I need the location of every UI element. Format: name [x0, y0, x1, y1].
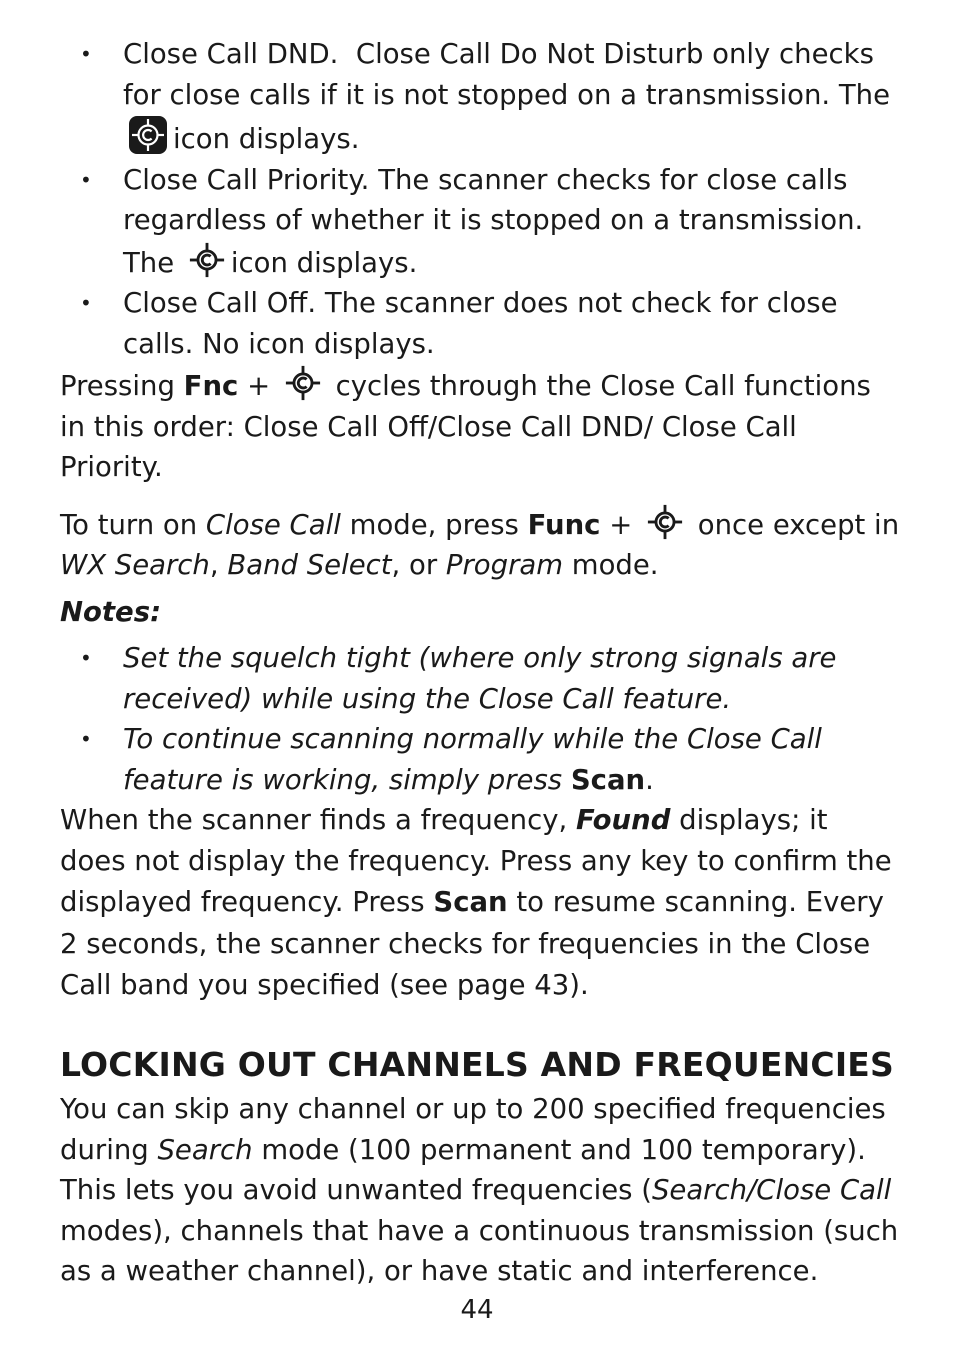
scan-key: Scan	[570, 763, 646, 796]
notes-title: Notes:	[60, 595, 162, 628]
note-item: • To continue scanning normally while the Close Call feature is working, simply press Scan.	[60, 719, 900, 800]
page-number: 44	[460, 1295, 494, 1325]
section-heading: LOCKING OUT CHANNELS AND FREQUENCIES	[60, 1045, 895, 1085]
scan-key: Scan	[433, 886, 508, 919]
close-call-mode-list	[60, 34, 900, 364]
cycle-paragraph: Pressing Fnc + cycles through the Close Call functions in this order: Close Call Off/Close Call DND/ Close Call Priority.	[60, 364, 900, 488]
mode-label: Close Call DND.	[123, 38, 339, 70]
mode-description: Close Call Do Not Disturb only checks for close calls if it is not stopped on a transmission. The	[123, 38, 891, 111]
func-key: Func	[527, 508, 601, 541]
close-call-icon	[188, 241, 226, 279]
mode-description: The scanner checks for close calls regardless of whether it is stopped on a transmission. The	[123, 163, 864, 279]
close-call-icon	[284, 364, 322, 402]
manual-page	[60, 34, 900, 1292]
close-call-dnd-icon	[128, 115, 168, 155]
turn-on-paragraph: To turn on Close Call mode, press Func + once except in WX Search, Band Select, or Program mode.	[60, 503, 900, 586]
note-item: • Set the squelch tight (where only strong signals are received) while using the Close Call feature.	[60, 638, 900, 719]
lockout-paragraph: You can skip any channel or up to 200 specified frequencies during Search mode (100 permanent and 100 temporary). This lets you avoid unwanted frequencies (Search/Close Call modes), channels that have a continuous transmission (such as a weather channel), or have static and interference.	[60, 1093, 899, 1288]
mode-icon-note: icon displays.	[173, 123, 360, 155]
mode-item-off	[60, 283, 900, 364]
mode-description: The scanner does not check for close calls. No icon displays.	[123, 287, 838, 360]
mode-label: Close Call Off.	[123, 287, 317, 319]
mode-item-dnd	[60, 34, 900, 160]
mode-label: Close Call Priority.	[123, 163, 370, 196]
mode-item-priority	[60, 160, 900, 284]
found-word: Found	[576, 804, 671, 836]
mode-icon-note: icon displays.	[230, 246, 418, 279]
fnc-key: Fnc	[183, 370, 239, 402]
close-call-icon	[646, 503, 684, 541]
notes-list	[60, 638, 900, 800]
found-paragraph: When the scanner finds a frequency, Found displays; it does not display the frequency. Press any key to confirm the displayed frequency. Press Scan to resume scanning. Every 2 seconds, the scanner checks for frequencies in the Close Call band you specified (see page 43).	[60, 804, 892, 1001]
